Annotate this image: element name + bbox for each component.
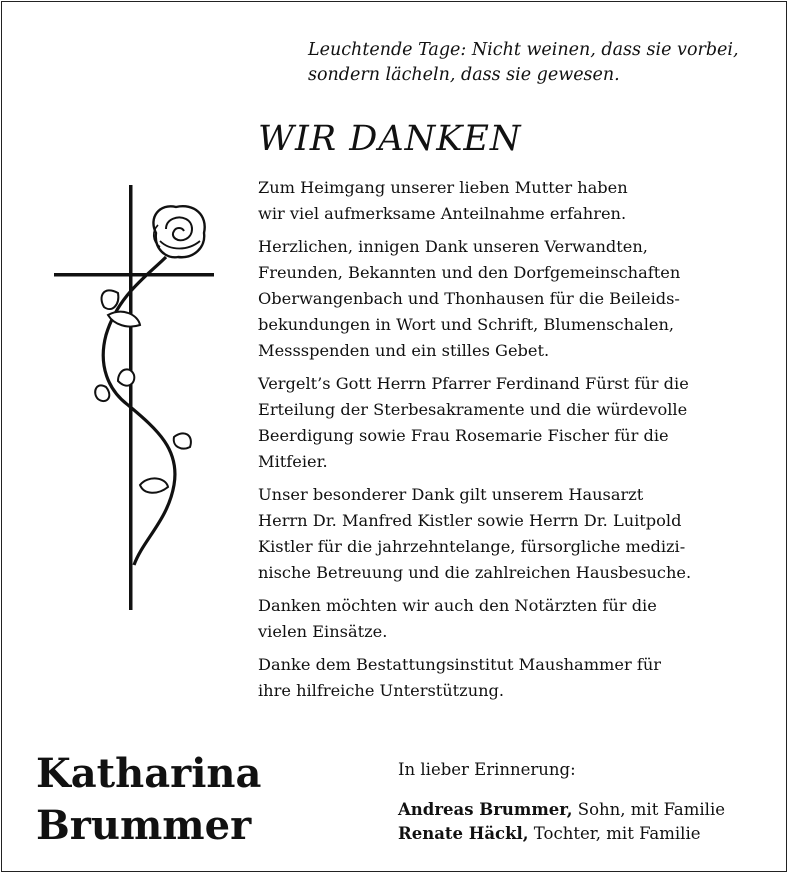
text-line: Vergelt’s Gott Herrn Pfarrer Ferdinand Fürst für die	[258, 374, 689, 393]
text-line: wir viel aufmerksame Anteilnahme erfahren.	[258, 204, 627, 223]
text-line: ihre hilfreiche Unterstützung.	[258, 681, 505, 700]
mourners	[398, 758, 768, 846]
text-line: vielen Einsätze.	[258, 622, 388, 641]
paragraph	[258, 652, 758, 704]
mourners-intro: In lieber Erinnerung:	[398, 760, 576, 779]
text-line: Danke dem Bestattungsinstitut Maushammer für	[258, 655, 662, 674]
text-line: Herrn Dr. Manfred Kistler sowie Herrn Dr. Luitpold	[258, 511, 682, 530]
text-line: Freunden, Bekannten und den Dorfgemeinschaften	[258, 263, 681, 282]
paragraph	[258, 234, 758, 364]
paragraph	[258, 593, 758, 645]
mourner-relation: Tochter, mit Familie	[533, 824, 701, 843]
text-line: Erteilung der Sterbesakramente und die würdevolle	[258, 400, 688, 419]
paragraph	[258, 175, 758, 227]
text-line: Oberwangenbach und Thonhausen für die Beileids-	[258, 289, 680, 308]
mourner-name: Andreas Brummer,	[398, 800, 573, 819]
text-line: Beerdigung sowie Frau Rosemarie Fischer für die	[258, 426, 669, 445]
cross-with-rose-icon	[48, 185, 218, 619]
deceased-last-name: Brummer	[36, 802, 252, 849]
mourner-relation: Sohn, mit Familie	[577, 800, 725, 819]
text-line: Mitfeier.	[258, 452, 328, 471]
motto-line: sondern lächeln, dass sie gewesen.	[308, 65, 620, 85]
text-line: Kistler für die jahrzehntelange, fürsorgliche medizi-	[258, 537, 686, 556]
text-line: bekundungen in Wort und Schrift, Blumenschalen,	[258, 315, 675, 334]
text-line: Herzlichen, innigen Dank unseren Verwandten,	[258, 237, 648, 256]
text-line: Messspenden und ein stilles Gebet.	[258, 341, 550, 360]
paragraph	[258, 371, 758, 475]
paragraph	[258, 482, 758, 586]
motto-line: Leuchtende Tage: Nicht weinen, dass sie vorbei,	[308, 40, 739, 60]
deceased-first-name: Katharina	[36, 750, 262, 797]
deceased-name	[36, 748, 262, 852]
text-line: Unser besonderer Dank gilt unserem Hausarzt	[258, 485, 644, 504]
motto	[308, 38, 768, 88]
text-line: Zum Heimgang unserer lieben Mutter haben	[258, 178, 628, 197]
page-title: WIR DANKEN	[258, 119, 522, 159]
rose-icon	[153, 206, 204, 257]
mourner-entry	[398, 798, 768, 822]
text-line: nische Betreuung und die zahlreichen Hausbesuche.	[258, 563, 692, 582]
text-line: Danken möchten wir auch den Notärzten für die	[258, 596, 657, 615]
thank-you-text	[258, 175, 758, 711]
mourner-name: Renate Häckl,	[398, 824, 529, 843]
mourner-entry	[398, 822, 768, 846]
